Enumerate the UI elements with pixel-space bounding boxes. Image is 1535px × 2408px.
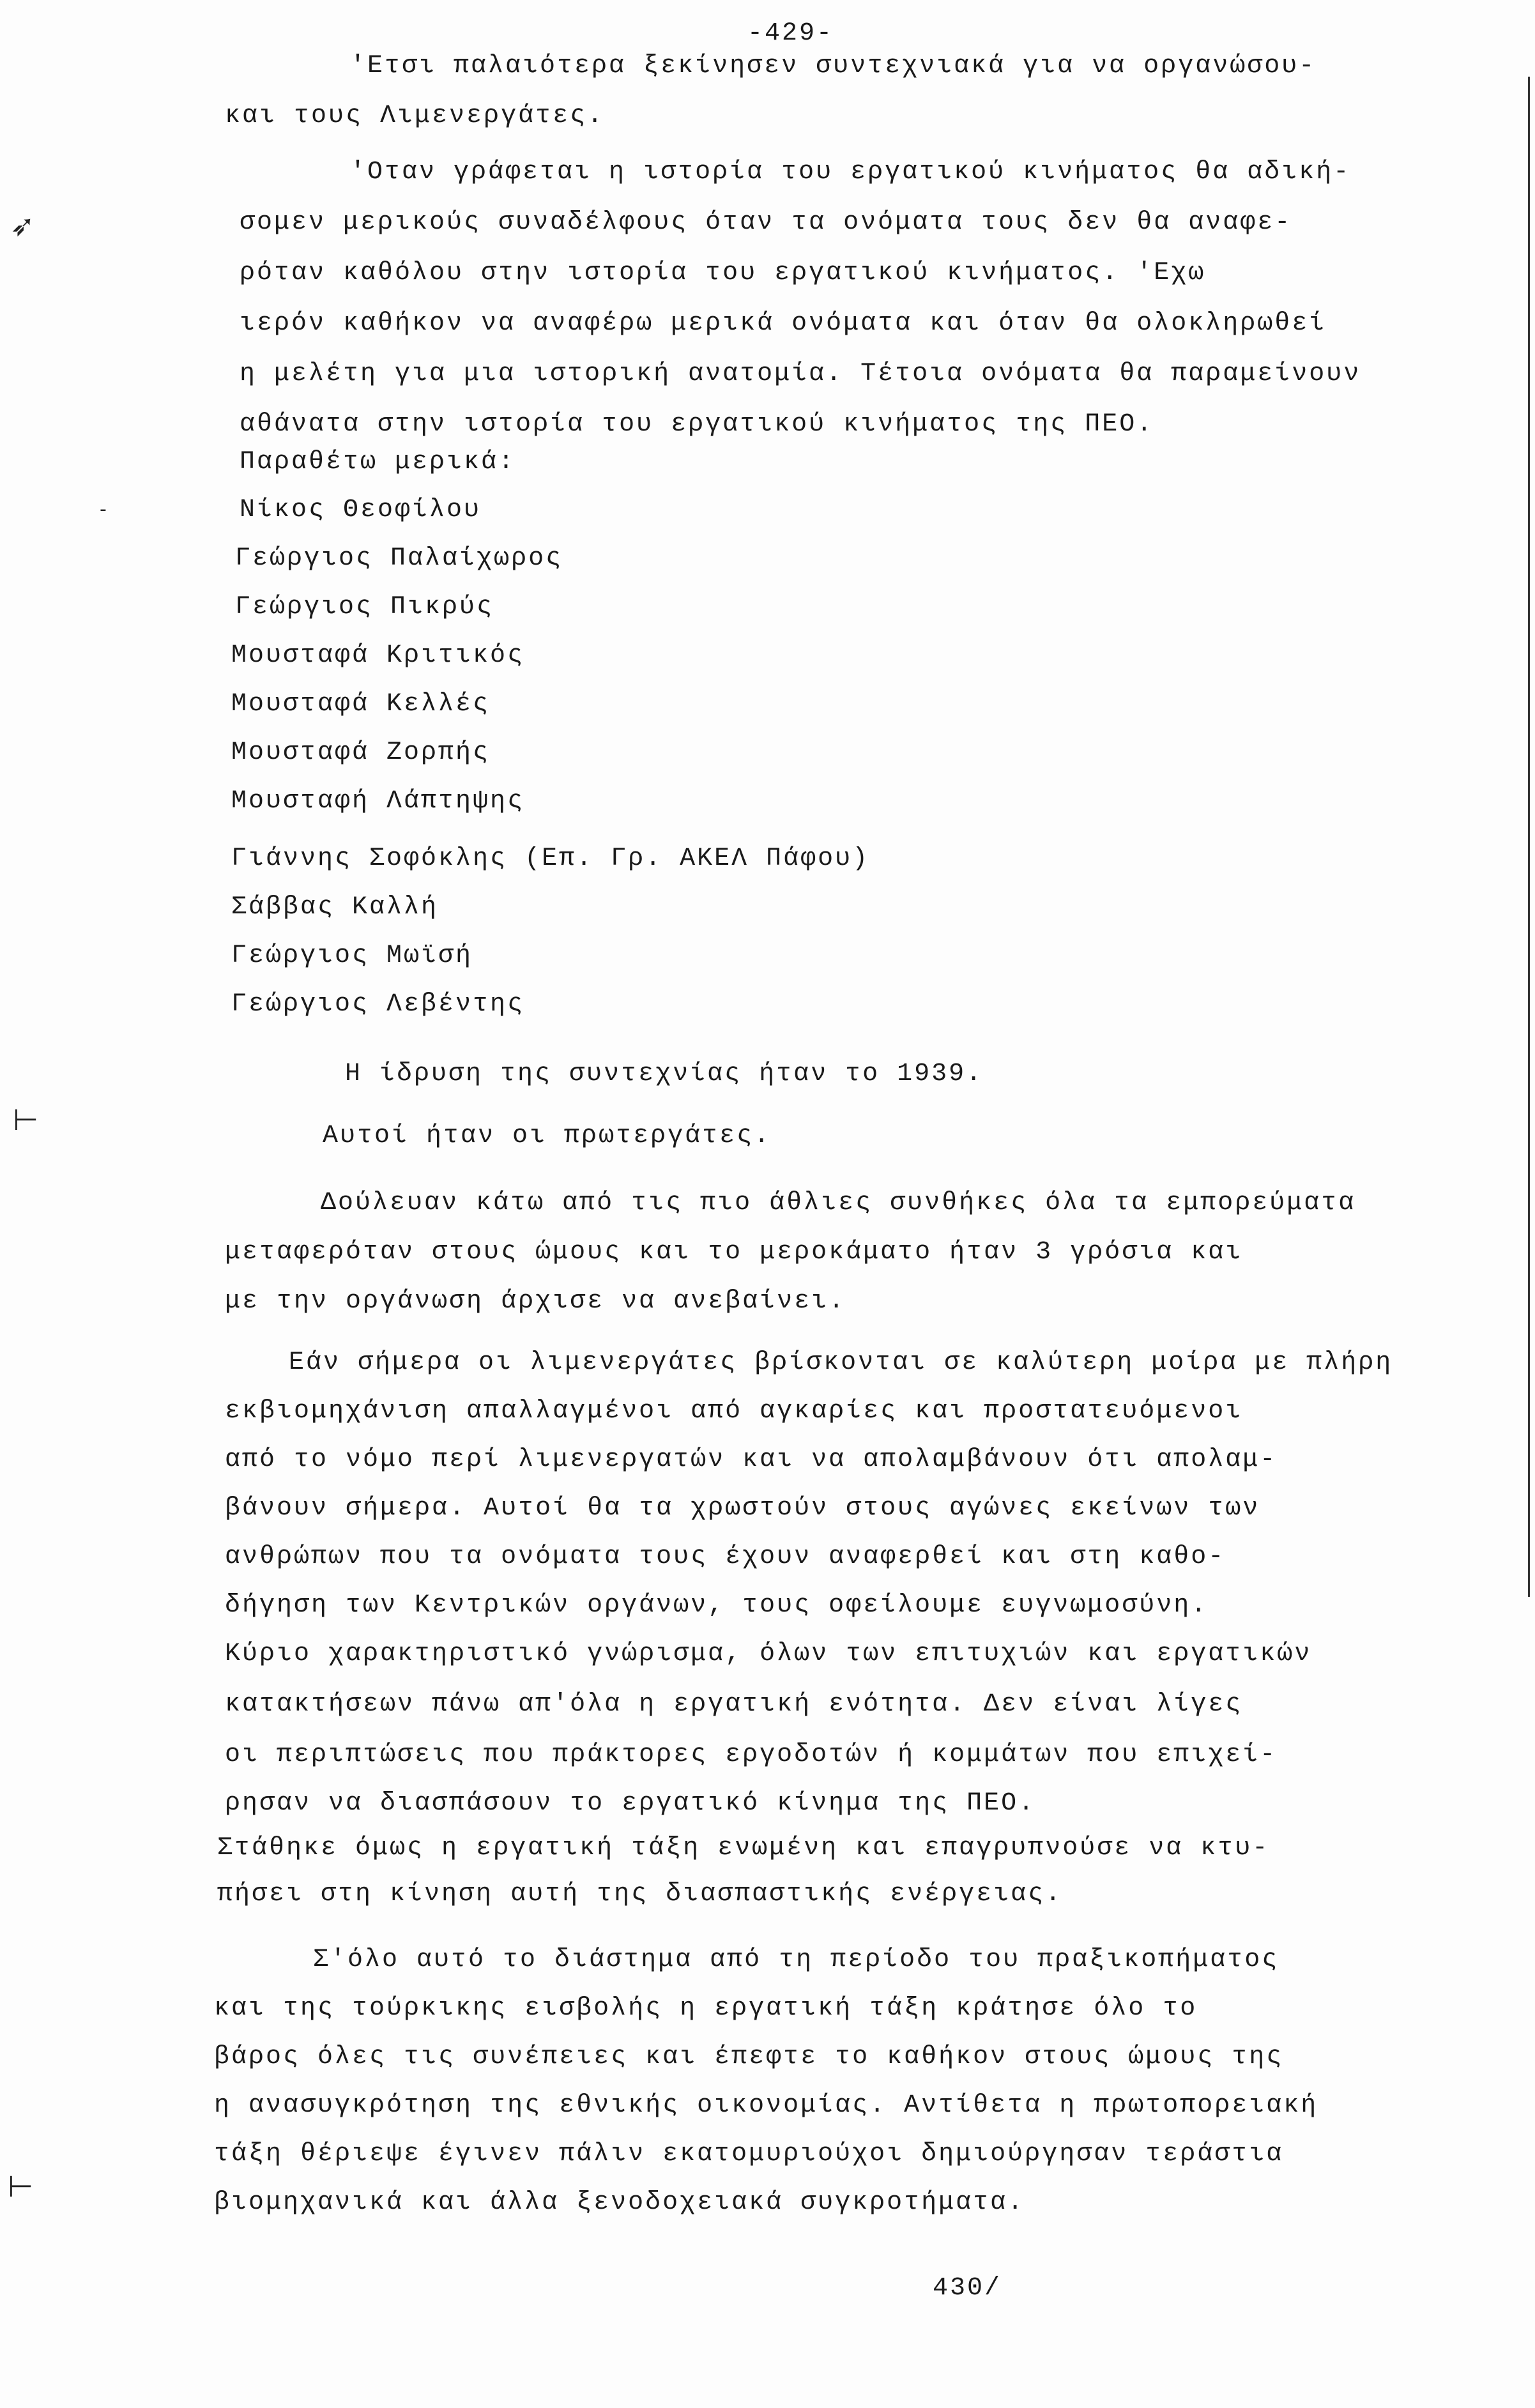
text-line: αθάνατα στην ιστορία του εργατικού κινήματος της ΠΕΟ. bbox=[240, 410, 1154, 439]
text-line: ρόταν καθόλου στην ιστορία του εργατικού κινήματος. 'Εχω bbox=[240, 259, 1206, 287]
margin-mark-icon: ➶ bbox=[10, 208, 35, 243]
text-line: Παραθέτω μερικά: bbox=[240, 448, 516, 476]
text-line: οι περιπτώσεις που πράκτορες εργοδοτών ή κομμάτων που επιχεί- bbox=[225, 1741, 1278, 1769]
text-line: Στάθηκε όμως η εργατική τάξη ενωμένη και επαγρυπνούσε να κτυ- bbox=[217, 1834, 1270, 1863]
text-line: Μουσταφά Κριτικός bbox=[231, 641, 525, 670]
header-page-number: -429- bbox=[747, 19, 834, 48]
margin-mark-icon: ⊢ bbox=[13, 1102, 39, 1137]
text-line: κατακτήσεων πάνω απ'όλα η εργατική ενότητα. Δεν είναι λίγες bbox=[225, 1690, 1243, 1719]
text-line: Κύριο χαρακτηριστικό γνώρισμα, όλων των επιτυχιών και εργατικών bbox=[225, 1640, 1312, 1668]
text-line: Γεώργιος Παλαίχωρος bbox=[235, 544, 563, 573]
text-line: Μουσταφή Λάπτηψης bbox=[231, 787, 525, 816]
text-line: και της τούρκικης εισβολής η εργατική τάξη κράτησε όλο το bbox=[214, 1994, 1198, 2023]
text-line: σομεν μερικούς συναδέλφους όταν τα ονόματα τους δεν θα αναφε- bbox=[240, 208, 1292, 237]
text-line: δήγηση των Κεντρικών οργάνων, τους οφείλουμε ευγνωμοσύνη. bbox=[225, 1591, 1209, 1620]
margin-mark-icon: ⊢ bbox=[8, 2169, 34, 2204]
text-line: ανθρώπων που τα ονόματα τους έχουν αναφερθεί και στη καθο- bbox=[225, 1543, 1226, 1571]
text-line: εκβιομηχάνιση απαλλαγμένοι από αγκαρίες και προστατευόμενοι bbox=[225, 1397, 1243, 1426]
text-line: μεταφερόταν στους ώμους και το μεροκάματο ήταν 3 γρόσια και bbox=[225, 1238, 1243, 1267]
text-line: Αυτοί ήταν οι πρωτεργάτες. bbox=[323, 1122, 772, 1150]
text-line: Σ'όλο αυτό το διάστημα από τη περίοδο του πραξικοπήματος bbox=[313, 1946, 1279, 1974]
text-line: Γεώργιος Λεβέντης bbox=[231, 990, 525, 1019]
text-line: Σάββας Καλλή bbox=[231, 893, 439, 922]
text-line: βάνουν σήμερα. Αυτοί θα τα χρωστούν στους αγώνες εκείνων των bbox=[225, 1494, 1260, 1523]
text-line: Γεώργιος Πικρύς bbox=[235, 593, 494, 621]
text-line: 'Ετσι παλαιότερα ξεκίνησεν συντεχνιακά για να οργανώσου- bbox=[350, 52, 1317, 80]
margin-mark-icon: - bbox=[100, 498, 107, 521]
text-line: βιομηχανικά και άλλα ξενοδοχειακά συγκροτήματα. bbox=[214, 2188, 1025, 2217]
text-line: η μελέτη για μια ιστορική ανατομία. Τέτοια ονόματα θα παραμείνουν bbox=[240, 360, 1361, 388]
text-line: Γιάννης Σοφόκλης (Επ. Γρ. ΑΚΕΛ Πάφου) bbox=[231, 844, 870, 873]
text-line: τάξη θέριεψε έγινεν πάλιν εκατομυριούχοι δημιούργησαν τεράστια bbox=[214, 2140, 1284, 2168]
text-line: Γεώργιος Μωϊσή bbox=[231, 941, 473, 970]
text-line: ιερόν καθήκον να αναφέρω μερικά ονόματα και όταν θα ολοκληρωθεί bbox=[240, 309, 1327, 338]
text-line: Νίκος Θεοφίλου bbox=[240, 496, 482, 524]
text-line: 'Οταν γράφεται η ιστορία του εργατικού κινήματος θα αδική- bbox=[350, 158, 1351, 187]
scan-edge-line bbox=[1528, 77, 1530, 1597]
text-line: Εάν σήμερα οι λιμενεργάτες βρίσκονται σε καλύτερη μοίρα με πλήρη bbox=[289, 1348, 1393, 1377]
text-line: με την οργάνωση άρχισε να ανεβαίνει. bbox=[225, 1287, 846, 1316]
text-line: βάρος όλες τις συνέπειες και έπεφτε το καθήκον στους ώμους της bbox=[214, 2043, 1284, 2071]
text-line: Μουσταφά Ζορπής bbox=[231, 738, 491, 767]
text-line: Η ίδρυση της συντεχνίας ήταν το 1939. bbox=[345, 1060, 984, 1088]
text-line: πήσει στη κίνηση αυτή της διασπαστικής ενέργειας. bbox=[217, 1880, 1063, 1909]
text-line: Μουσταφά Κελλές bbox=[231, 690, 491, 719]
text-line: ρησαν να διασπάσουν το εργατικό κίνημα της ΠΕΟ. bbox=[225, 1789, 1036, 1818]
text-line: και τους Λιμενεργάτες. bbox=[225, 102, 605, 130]
footer-page-number: 430/ bbox=[933, 2274, 1002, 2303]
text-line: Δούλευαν κάτω από τις πιο άθλιες συνθήκες όλα τα εμπορεύματα bbox=[321, 1189, 1356, 1217]
text-line: από το νόμο περί λιμενεργατών και να απολαμβάνουν ότι απολαμ- bbox=[225, 1445, 1278, 1474]
text-line: η ανασυγκρότηση της εθνικής οικονομίας. Αντίθετα η πρωτοπορειακή bbox=[214, 2091, 1318, 2120]
